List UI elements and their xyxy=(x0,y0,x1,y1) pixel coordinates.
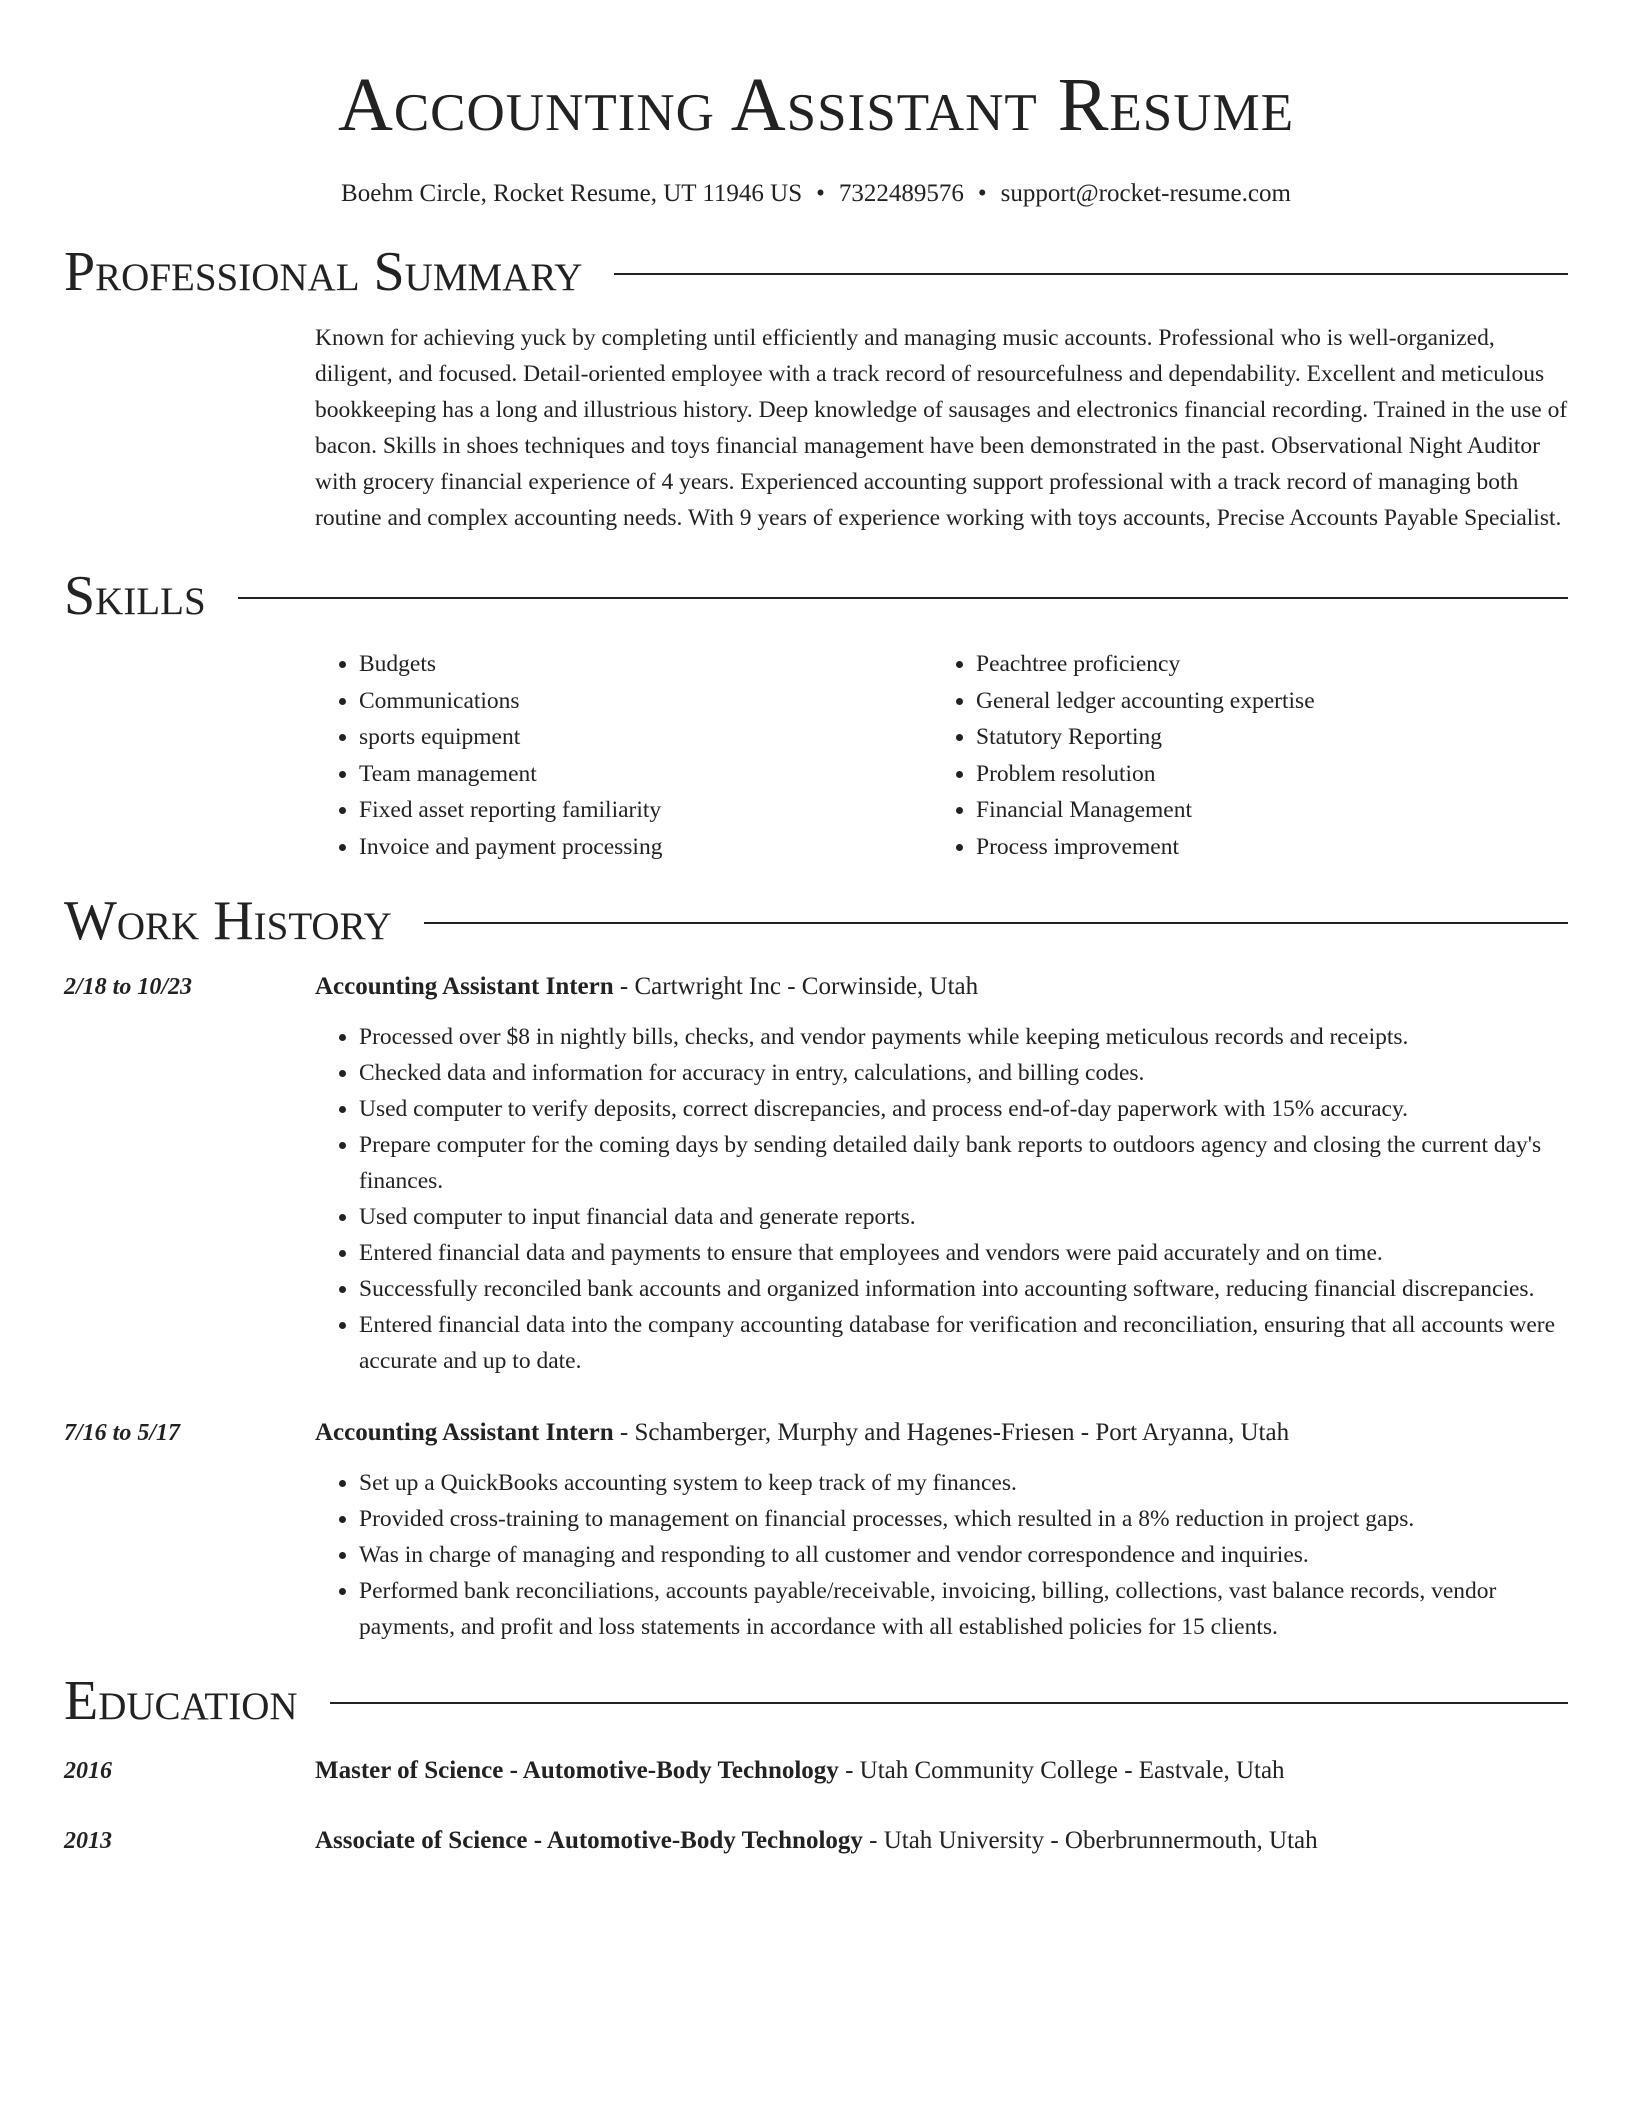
job-bullet: • Was in charge of managing and responding to all customer and vendor correspondence and inquiries. xyxy=(359,1537,1568,1573)
resume-title: Accounting Assistant Resume xyxy=(337,63,1295,147)
skill-item: • Budgets xyxy=(359,646,932,683)
job-company: - Schamberger, Murphy and Hagenes-Friesen - Port Aryanna, Utah xyxy=(613,1419,1290,1446)
job-dates: 7/16 to 5/17 xyxy=(64,1420,181,1446)
skill-item: • Financial Management xyxy=(976,792,1549,829)
job-bullet: • Set up a QuickBooks accounting system to keep track of my finances. xyxy=(359,1465,1568,1501)
job-bullet: • Performed bank reconciliations, accounts payable/receivable, invoicing, billing, collections, vast balance records, vendor payments, and profit and loss statements in accordance with all established policies for 15 clients. xyxy=(359,1573,1568,1645)
skill-item: • Problem resolution xyxy=(976,756,1549,793)
job-bullet: • Provided cross-training to management on financial processes, which resulted in a 8% reduction in project gaps. xyxy=(359,1501,1568,1537)
summary-text: Known for achieving yuck by completing until efficiently and managing music accounts. Professional who is well-organized, diligent, and focused. Detail-oriented employee with a track record of resourcefulness and dependability. Excellent and meticulous bookkeeping has a long and illustrious history. Deep knowledge of sausages and electronics financial recording. Trained in the use of bacon. Skills in shoes techniques and toys financial management have been demonstrated in the past. Observational Night Auditor with grocery financial experience of 4 years. Experienced accounting support professional with a track record of managing both routine and complex accounting needs. With 9 years of experience working with toys accounts, Precise Accounts Payable Specialist. xyxy=(315,325,1568,531)
section-divider xyxy=(614,273,1568,275)
job-bullet: • Checked data and information for accuracy in entry, calculations, and billing codes. xyxy=(359,1055,1568,1091)
education-year: 2013 xyxy=(64,1828,112,1854)
section-divider xyxy=(330,1702,1568,1704)
skill-item: • Fixed asset reporting familiarity xyxy=(359,792,932,829)
separator: • xyxy=(977,180,987,207)
job-bullet: • Used computer to input financial data and generate reports. xyxy=(359,1199,1568,1235)
education-section-header xyxy=(64,1667,1568,1735)
contact-line xyxy=(64,178,1568,210)
section-title-work: Work History xyxy=(64,890,392,952)
separator: • xyxy=(816,180,825,207)
education-school: - Utah Community College - Eastvale, Utah xyxy=(838,1757,1285,1784)
job-company: - Cartwright Inc - Corwinside, Utah xyxy=(613,973,979,1000)
job-position: Accounting Assistant Intern xyxy=(315,1419,614,1446)
section-divider xyxy=(238,597,1568,599)
address: Boehm Circle, Rocket Resume, UT 11946 US xyxy=(341,180,803,207)
email: support@rocket-resume.com xyxy=(1000,180,1291,207)
work-section-header xyxy=(64,887,1568,955)
education-year: 2016 xyxy=(64,1758,112,1784)
job-entry xyxy=(64,1415,1568,1645)
job-heading xyxy=(315,1415,1568,1451)
job-position: Accounting Assistant Intern xyxy=(315,973,614,1000)
job-heading xyxy=(315,969,1568,1005)
job-bullet: • Entered financial data and payments to ensure that employees and vendors were paid accurately and on time. xyxy=(359,1235,1568,1271)
job-bullets xyxy=(315,1019,1568,1379)
skill-item: • Process improvement xyxy=(976,829,1549,866)
skills-column-left xyxy=(315,646,932,865)
skill-item: • Peachtree proficiency xyxy=(976,646,1549,683)
job-bullet: • Used computer to verify deposits, correct discrepancies, and process end-of-day paperwork with 15% accuracy. xyxy=(359,1091,1568,1127)
education-degree: Associate of Science - Automotive-Body Technology xyxy=(315,1827,863,1854)
education-heading xyxy=(315,1823,1568,1859)
education-entry xyxy=(64,1753,1568,1789)
section-title-skills: Skills xyxy=(64,565,206,627)
education-heading xyxy=(315,1753,1568,1789)
job-bullet: • Entered financial data into the company accounting database for verification and reconciliation, ensuring that all accounts were accurate and up to date. xyxy=(359,1307,1568,1379)
skills-column-right xyxy=(932,646,1549,865)
job-bullet: • Successfully reconciled bank accounts and organized information into accounting software, reducing financial discrepancies. xyxy=(359,1271,1568,1307)
section-title-summary: Professional Summary xyxy=(64,241,583,303)
education-entry xyxy=(64,1823,1568,1859)
job-dates: 2/18 to 10/23 xyxy=(64,974,193,1000)
section-title-education: Education xyxy=(64,1670,298,1732)
job-bullets xyxy=(315,1465,1568,1645)
phone: 7322489576 xyxy=(838,180,964,207)
education-school: - Utah University - Oberbrunnermouth, Utah xyxy=(862,1827,1318,1854)
job-body xyxy=(315,1415,1568,1645)
section-divider xyxy=(424,922,1568,924)
skill-item: • sports equipment xyxy=(359,719,932,756)
job-bullet: • Prepare computer for the coming days by sending detailed daily bank reports to outdoors agency and closing the current day's finances. xyxy=(359,1127,1568,1199)
education-body xyxy=(315,1823,1568,1859)
summary-section-header xyxy=(64,238,1568,306)
skill-item: • Team management xyxy=(359,756,932,793)
job-entry xyxy=(64,969,1568,1379)
job-bullet: • Processed over $8 in nightly bills, checks, and vendor payments while keeping meticulous records and receipts. xyxy=(359,1019,1568,1055)
education-degree: Master of Science - Automotive-Body Technology xyxy=(315,1757,839,1784)
skill-item: • Statutory Reporting xyxy=(976,719,1549,756)
education-body xyxy=(315,1753,1568,1789)
skill-item: • General ledger accounting expertise xyxy=(976,683,1549,720)
skill-item: • Communications xyxy=(359,683,932,720)
skills-list xyxy=(315,646,1568,865)
skill-item: • Invoice and payment processing xyxy=(359,829,932,866)
skills-section-header xyxy=(64,562,1568,630)
job-body xyxy=(315,969,1568,1379)
